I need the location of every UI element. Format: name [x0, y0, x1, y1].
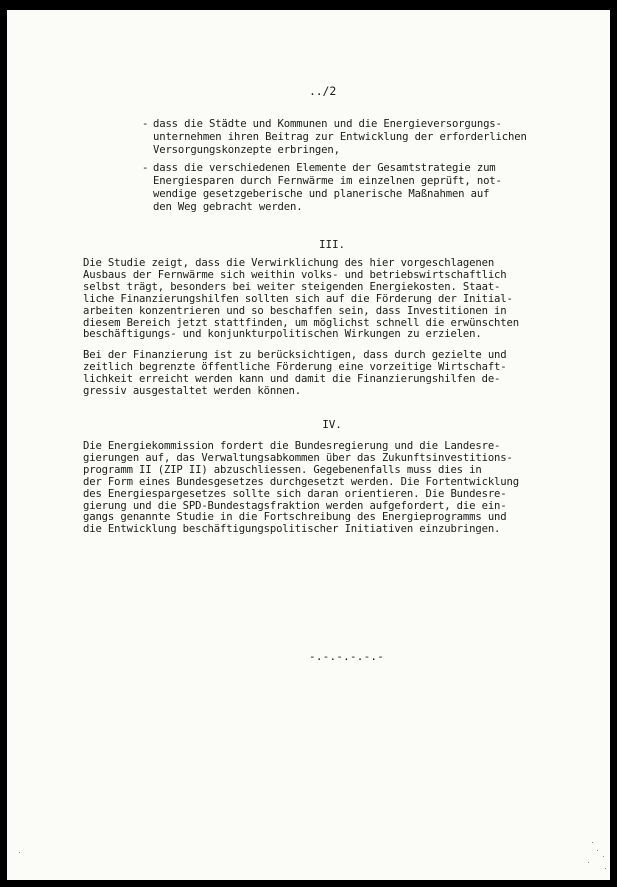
- paragraph-line: Die Studie zeigt, dass die Verwirklichung des hier vorgeschlagenen: [83, 257, 495, 269]
- paragraph-line: gangs genannte Studie in die Fortschreibung des Energieprogramms und: [83, 511, 507, 524]
- closing-separator: -.-.-.-.-.-: [309, 650, 385, 663]
- document-page: [7, 10, 610, 880]
- scan-speck: [588, 862, 589, 863]
- scan-speck: [19, 852, 20, 853]
- bullet-dash: -: [142, 118, 149, 130]
- paragraph-line: beschäftigungs- und konjunkturpolitischen Wirkungen zu erzielen.: [83, 328, 482, 341]
- paragraph-line: gierung und die SPD-Bundestagsfraktion werden aufgefordert, die ein-: [83, 499, 507, 512]
- paragraph-line: des Energiespargesetzes sollte sich daran orientieren. Die Bundesre-: [83, 487, 507, 500]
- bullet-line: dass die verschiedenen Elemente der Gesamtstrategie zum: [153, 162, 496, 174]
- paragraph-line: Bei der Finanzierung ist zu berücksichtigen, dass durch gezielte und: [83, 349, 507, 361]
- paragraph-line: diesem Bereich jetzt stattfinden, um möglichst schnell die erwünschten: [83, 316, 519, 329]
- paragraph-line: programm II (ZIP II) abzuschliessen. Gegebenenfalls muss dies in: [83, 463, 482, 476]
- bullet-line: Versorgungskonzepte erbringen,: [153, 144, 340, 156]
- section-3-paragraph-2: [83, 350, 583, 398]
- scan-speck: [592, 842, 593, 843]
- bullet-dash: -: [142, 162, 149, 174]
- paragraph-line: liche Finanzierungshilfen sollten sich auf die Förderung der Initial-: [83, 292, 513, 305]
- bullet-list: [142, 118, 582, 219]
- section-4-paragraph-1: [83, 441, 583, 536]
- bullet-line: Energiesparen durch Fernwärme im einzelnen geprüft, not-: [153, 175, 502, 187]
- scan-speck: [597, 850, 598, 851]
- page-reference: ../2: [309, 84, 337, 98]
- paragraph-line: zeitlich begrenzte öffentliche Förderung eine vorzeitige Wirtschaft-: [83, 360, 507, 373]
- section-heading-3: III.: [319, 238, 345, 251]
- bullet-line: dass die Städte und Kommunen und die Energieversorgungs-: [153, 118, 502, 130]
- paragraph-line: Ausbaus der Fernwärme sich weithin volks- und betriebswirtschaftlich: [83, 268, 507, 281]
- bullet-line: wendige gesetzgeberische und planerische Maßnahmen auf: [153, 188, 490, 200]
- bullet-line: unternehmen ihren Beitrag zur Entwicklung der erforderlichen: [153, 131, 527, 143]
- scan-speck: [605, 868, 606, 869]
- paragraph-line: selbst trägt, besonders bei weiter steigenden Energiekosten. Staat-: [83, 280, 501, 293]
- section-3-paragraph-1: [83, 258, 583, 341]
- paragraph-line: die Entwicklung beschäftigungspolitischer Initiativen einzubringen.: [83, 523, 501, 536]
- paragraph-line: gierungen auf, das Verwaltungsabkommen über das Zukunftsinvestitions-: [83, 451, 513, 464]
- bullet-item-elements: [142, 162, 582, 214]
- bullet-item-cities: [142, 118, 582, 157]
- section-heading-4: IV.: [322, 418, 342, 431]
- paragraph-line: der Form eines Bundesgesetzes durchgesetzt werden. Die Fortentwicklung: [83, 475, 519, 488]
- bullet-line: den Weg gebracht werden.: [153, 201, 303, 213]
- paragraph-line: arbeiten konzentrieren und so beschaffen sein, dass Investitionen in: [83, 304, 507, 317]
- scan-speck: [603, 856, 604, 857]
- paragraph-line: gressiv ausgestaltet werden können.: [83, 384, 301, 397]
- paragraph-line: Die Energiekommission fordert die Bundesregierung und die Landesre-: [83, 440, 501, 452]
- paragraph-line: lichkeit erreicht werden kann und damit die Finanzierungshilfen de-: [83, 372, 501, 385]
